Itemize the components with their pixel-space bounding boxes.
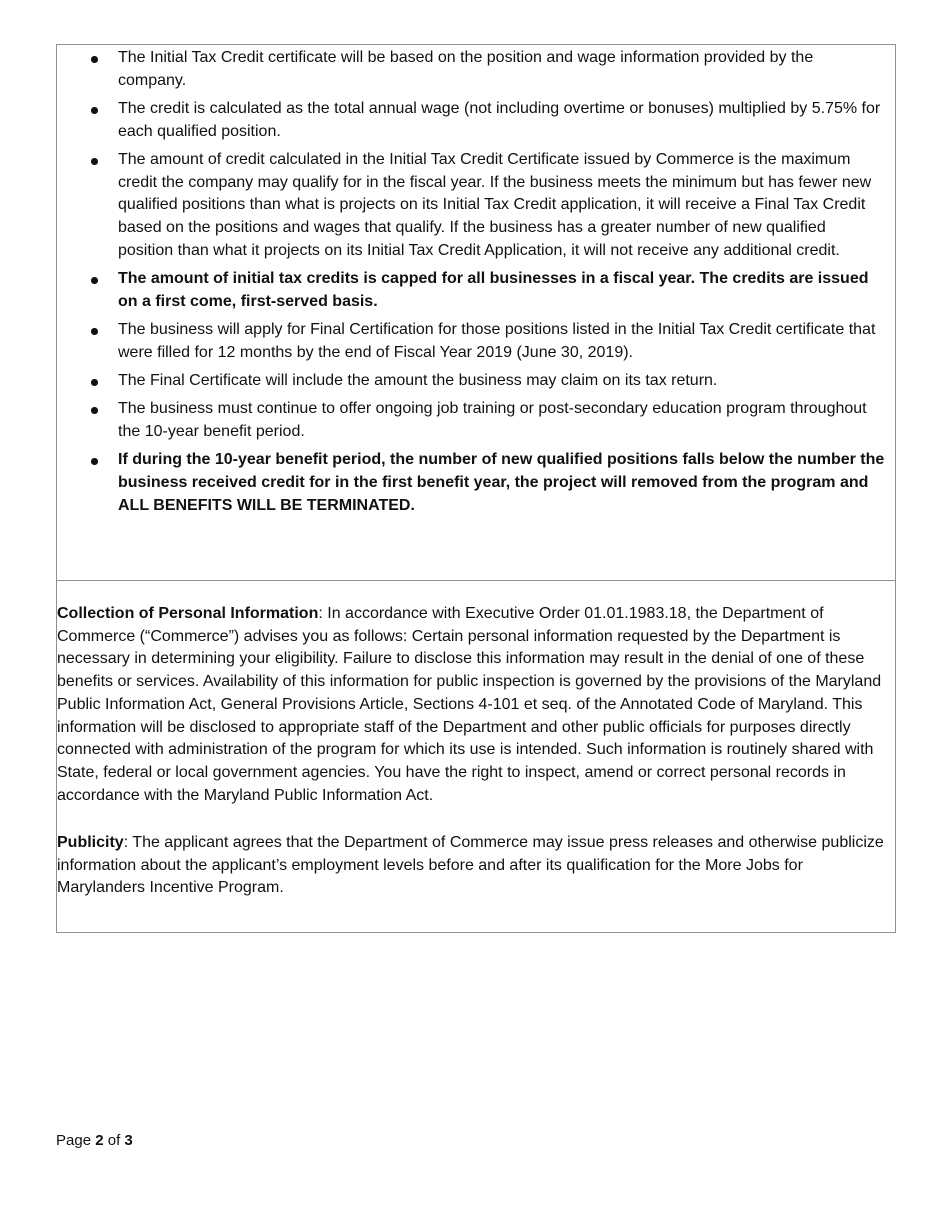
- bullet-icon: [91, 328, 98, 335]
- total-page-count: 3: [124, 1132, 133, 1149]
- list-item-text: The amount of credit calculated in the Initial Tax Credit Certificate issued by Commerce is the maximum credit the company may qualify for in the fiscal year. If the business meets the minimum but has fewer new qualified positions than what is projects on its Initial Tax Credit application, it will receive a Final Tax Credit based on the positions and wages that qualify. If the business has a greater number of new qualified position than what it projects on its Initial Tax Credit Application, it will not receive any additional credit.: [118, 151, 872, 259]
- page-number-footer: [56, 1130, 133, 1153]
- publicity-paragraph: [57, 832, 891, 900]
- list-item-text: The business will apply for Final Certification for those positions listed in the Initial Tax Credit certificate that were filled for 12 months by the end of Fiscal Year 2019 (June 30, 2019).: [118, 321, 876, 361]
- bullet-icon: [91, 277, 98, 284]
- personal-information-paragraph: [57, 603, 891, 807]
- bullet-icon: [91, 379, 98, 386]
- list-item-text: The credit is calculated as the total annual wage (not including overtime or bonuses) multiplied by 5.75% for each qualified position.: [118, 100, 881, 140]
- bullet-icon: [91, 56, 98, 63]
- list-item: [57, 370, 895, 393]
- personal-information-heading: Collection of Personal Information: [57, 605, 319, 622]
- bullet-icon: [91, 407, 98, 414]
- current-page-number: 2: [95, 1132, 104, 1149]
- publicity-text: : The applicant agrees that the Department of Commerce may issue press releases and otherwise publicize information about the applicant’s employment levels before and after its qualification for the More Jobs for Marylanders Incentive Program.: [57, 834, 884, 897]
- bullet-icon: [91, 107, 98, 114]
- bullet-icon: [91, 158, 98, 165]
- list-item: [57, 449, 895, 517]
- bullet-icon: [91, 458, 98, 465]
- list-item-text: The business must continue to offer ongoing job training or post-secondary education program throughout the 10-year benefit period.: [118, 400, 867, 441]
- of-label: of: [107, 1132, 121, 1149]
- list-item: [57, 47, 895, 92]
- list-item-text: The Initial Tax Credit certificate will be based on the position and wage information provided by the company.: [118, 49, 814, 89]
- personal-information-text: : In accordance with Executive Order 01.01.1983.18, the Department of Commerce (“Commerce”) advises you as follows: Certain personal information requested by the Department is necessary in determining your eligibility. Failure to disclose this information may result in the denial of one of these benefits or services. Availability of this information for public inspection is governed by the provisions of the Maryland Public Information Act, General Provisions Article, Sections 4-101 et seq. of the Annotated Code of Maryland. This information will be disclosed to appropriate staff of the Department and other public officials for purposes directly connected with administration of the program for which its use is intended. Such information is routinely shared with State, federal or local government agencies. You have the right to inspect, amend or correct personal records in accordance with the Maryland Public Information Act.: [57, 605, 882, 804]
- list-item: [57, 319, 895, 364]
- list-item: [57, 149, 895, 263]
- publicity-heading: Publicity: [57, 834, 124, 851]
- list-item: [57, 268, 895, 313]
- disclosures-box: [56, 580, 896, 933]
- terms-list: [57, 47, 895, 523]
- tax-credit-terms-box: [56, 44, 896, 581]
- list-item: [57, 98, 895, 143]
- list-item-text: If during the 10-year benefit period, the number of new qualified positions falls below the number the business received credit for in the first benefit year, the project will removed from the program and ALL BENEFITS WILL BE TERMINATED.: [118, 451, 885, 514]
- list-item-text: The Final Certificate will include the amount the business may claim on its tax return.: [118, 372, 718, 390]
- list-item-text: The amount of initial tax credits is capped for all businesses in a fiscal year. The credits are issued on a first come, first-served basis.: [118, 270, 869, 310]
- list-item: [57, 398, 895, 443]
- page-label: Page: [56, 1132, 92, 1149]
